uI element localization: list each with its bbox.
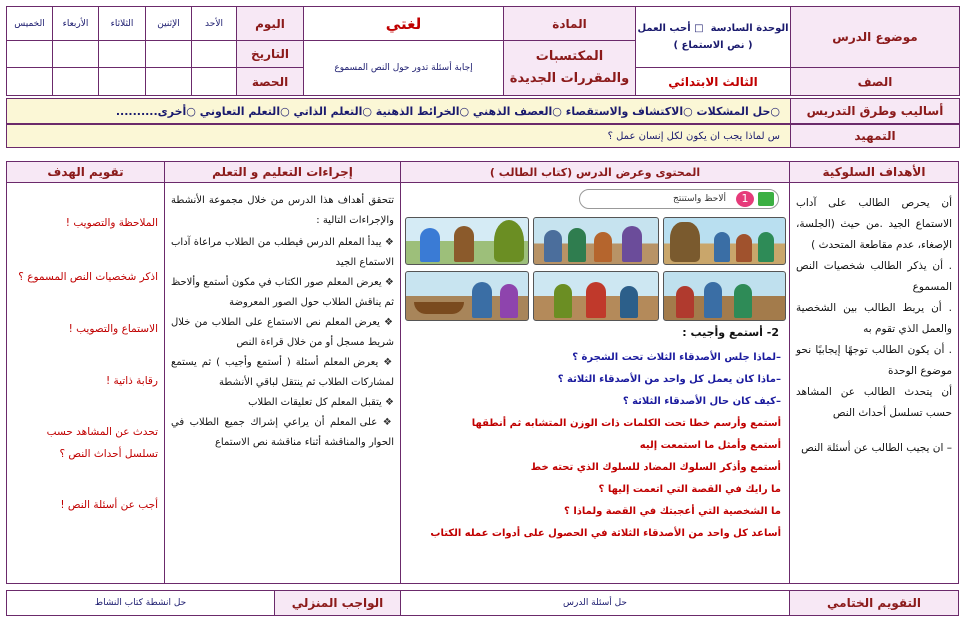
- date-cell-wed: [52, 40, 99, 68]
- class-cell-sun: [191, 67, 237, 96]
- objective-item: . أن يربط الطالب بين الشخصية والعمل الذي تقوم به: [796, 302, 952, 335]
- question-item: أستمع وأذكر السلوك المضاد للسلوك الذي تحته خط: [530, 462, 781, 473]
- evaluation-item: رقابة ذاتية !: [105, 375, 158, 387]
- homework-label: [274, 590, 401, 616]
- figure-shape: [734, 284, 752, 318]
- day-label: [236, 6, 304, 41]
- procedure-text: يتقبل المعلم كل تعليقات الطلاب: [248, 397, 382, 408]
- methods-label: [790, 98, 960, 124]
- class-cell-mon: [145, 67, 192, 96]
- story-picture-4: [663, 271, 786, 321]
- topic-label: [790, 6, 960, 68]
- day-sun: [191, 6, 237, 41]
- intro-value-text: س لماذا يجب ان يكون لكل إنسان عمل ؟: [607, 130, 780, 142]
- procedure-item: [171, 273, 394, 313]
- lesson-description: [303, 40, 504, 96]
- methods-value: [6, 98, 791, 124]
- story-picture-3: [405, 217, 529, 265]
- subject-value: [303, 6, 504, 41]
- methods-label-text: أساليب وطرق التدريس: [806, 104, 944, 118]
- day-mon: [145, 6, 192, 41]
- evaluation-item: اذكر شخصيات النص المسموع ؟: [18, 271, 158, 283]
- figure-shape: [622, 226, 642, 262]
- day-label-text: اليوم: [255, 16, 285, 31]
- diamond-bullet-icon: ❖: [381, 237, 394, 248]
- procedure-item: [171, 353, 394, 393]
- content-questions: [409, 347, 781, 545]
- procedure-text: يعرض المعلم أسئلة ( أستمع وأجيب ) ثم يستمع لمشاركات الطلاب ثم ينتقل لباقي الأنشطة: [171, 357, 394, 388]
- question-item: أستمع وأرسم خطا تحت الكلمات ذات الوزن المتشابه ثم أنطقها: [471, 418, 781, 429]
- final-eval-value-text: حل أسئلة الدرس: [563, 598, 627, 608]
- lesson-description-text: إجابة أسئلة تدور حول النص المسموع: [334, 63, 473, 73]
- grade-value: [635, 67, 791, 96]
- figure-shape: [594, 232, 612, 262]
- homework-value-text: حل انشطة كتاب النشاط: [94, 598, 187, 608]
- procedures-column: [164, 182, 401, 584]
- question-item: ما رايك في القصة التي اتعمت إليها ؟: [598, 484, 781, 495]
- day-thu-text: الخميس: [14, 18, 45, 29]
- col-evaluation-header: [6, 161, 165, 183]
- question-item: –كيف كان حال الأصدقاء الثلاثة ؟: [622, 396, 781, 407]
- diamond-bullet-icon: ❖: [378, 357, 394, 368]
- class-cell-tue: [98, 67, 146, 96]
- date-label: [236, 40, 304, 68]
- story-picture-5: [533, 271, 659, 321]
- activity-badge: [579, 189, 779, 209]
- story-picture-6: [405, 271, 529, 321]
- procedure-item: [171, 413, 394, 453]
- diamond-bullet-icon: ❖: [381, 397, 394, 408]
- procedure-item: [171, 393, 394, 413]
- unit-title-line: الوحدة السادسة □ أحب العمل: [637, 23, 789, 34]
- question-item: أساعد كل واحد من الأصدقاء الثلاثة في الحصول على أدوات عمله الكتاب: [430, 528, 781, 539]
- methods-value-text: ○حل المشكلات ○الاكتشاف والاستقصاء ○العصف الذهني ○الخرائط الذهنية ○التعلم الذاتي ○التعلم التعاوني ○أخرى..........: [115, 104, 780, 118]
- objective-item: أن يتحدث الطالب عن المشاهد حسب تسلسل أحداث النص: [796, 386, 952, 419]
- figure-shape: [620, 286, 638, 318]
- subject-label-text: المادة: [552, 16, 587, 31]
- day-sun-text: الأحد: [205, 18, 223, 29]
- procedure-text: يبدأ المعلم الدرس فيطلب من الطلاب مراعاة آداب الاستماع الجيد: [171, 237, 394, 268]
- class-label: [236, 67, 304, 96]
- class-cell-thu: [6, 67, 53, 96]
- listen-heading: 2- أستمع وأجيب :: [682, 326, 779, 339]
- procedure-text: على المعلم أن يراعي إشراك جميع الطلاب في الحوار والمناقشة أثناء مناقشة نص الاستماع: [171, 417, 394, 448]
- grade-value-text: الثالث الابتدائي: [668, 74, 758, 89]
- figure-shape: [568, 228, 586, 262]
- topic-label-text: موضوع الدرس: [832, 30, 918, 44]
- procedures-intro: تتحقق أهداف هذا الدرس من خلال مجموعة الأنشطة والإجراءات التالية :: [171, 195, 394, 226]
- diamond-bullet-icon: ❖: [379, 317, 394, 328]
- day-wed: [52, 6, 99, 41]
- final-eval-label-text: التقويم الختامي: [827, 596, 922, 610]
- evaluation-item: الاستماع والتصويب !: [68, 323, 158, 335]
- figure-shape: [586, 282, 606, 318]
- badge-text: ألاحظ واستنتج: [673, 194, 726, 204]
- intro-label-text: التمهيد: [854, 129, 896, 143]
- tree-shape: [670, 222, 700, 262]
- date-cell-mon: [145, 40, 192, 68]
- evaluation-item: الملاحظة والتصويب !: [65, 217, 158, 229]
- col-procedures-text: إجراءات التعليم و التعلم: [212, 165, 353, 179]
- day-tue-text: الثلاثاء: [110, 18, 134, 29]
- evaluation-item: أجب عن أسئلة النص !: [60, 499, 158, 511]
- figure-shape: [472, 282, 492, 318]
- figure-shape: [500, 284, 518, 318]
- procedure-text: يعرض المعلم صور الكتاب في مكون أستمع وألاحظ ثم يناقش الطلاب حول الصور المعروضة: [171, 277, 394, 308]
- homework-value: [6, 590, 275, 616]
- objective-item: – ان يجيب الطالب عن أسئلة النص: [801, 442, 952, 454]
- figure-shape: [554, 284, 572, 318]
- objectives-column: [789, 182, 959, 584]
- unit-sub: ( نص الاستماع ): [673, 40, 753, 51]
- cube-icon: [758, 192, 774, 206]
- procedure-item: [171, 233, 394, 273]
- day-thu: [6, 6, 53, 41]
- grade-label: [790, 67, 960, 96]
- prior-knowledge-text: المكتسبات والمقررات الجديدة: [509, 49, 630, 86]
- diamond-bullet-icon: ❖: [381, 277, 394, 288]
- evaluation-item: تحدث عن المشاهد حسب تسلسل أحداث النص ؟: [46, 426, 158, 460]
- question-item: ما الشخصية التي أعجبتك في القصة ولماذا ؟: [564, 506, 781, 517]
- day-wed-text: الأربعاء: [62, 18, 89, 29]
- col-content-header: [400, 161, 790, 183]
- figure-shape: [758, 232, 774, 262]
- unit-title-cell: [635, 6, 791, 68]
- date-cell-sun: [191, 40, 237, 68]
- question-item: –لماذا جلس الأصدقاء الثلاث تحت الشجرة ؟: [572, 352, 781, 363]
- figure-shape: [704, 282, 722, 318]
- intro-value: [6, 124, 791, 148]
- col-evaluation-text: تقويم الهدف: [47, 165, 124, 179]
- procedure-text: يعرض المعلم نص الاستماع على الطلاب من خلال شريط مسجل أو من خلال قراءة النص: [171, 317, 394, 348]
- prior-knowledge-label: [503, 40, 636, 96]
- unit-name: أحب العمل: [637, 23, 691, 34]
- diamond-bullet-icon: ❖: [377, 417, 394, 428]
- col-objectives-text: الأهداف السلوكية: [822, 165, 926, 179]
- evaluation-column: [6, 182, 165, 584]
- date-label-text: التاريخ: [250, 47, 290, 61]
- day-mon-text: الإثنين: [157, 18, 180, 29]
- subject-value-text: لغتي: [385, 14, 422, 33]
- badge-number: 1: [736, 191, 754, 207]
- figure-shape: [544, 230, 562, 262]
- class-label-text: الحصة: [251, 74, 289, 89]
- figure-shape: [454, 226, 474, 262]
- story-picture-2: [533, 217, 659, 265]
- homework-label-text: الواجب المنزلي: [291, 596, 384, 610]
- date-cell-thu: [6, 40, 53, 68]
- objective-item: أن يحرص الطالب على آداب الاستماع الجيد .من حيث (الجلسة، الإصغاء، عدم مقاطعة المتحدث ): [796, 197, 952, 251]
- story-picture-1: [663, 217, 786, 265]
- subject-label: [503, 6, 636, 41]
- figure-shape: [676, 286, 694, 318]
- col-content-text: المحتوى وعرض الدرس (كتاب الطالب ): [489, 165, 701, 179]
- final-eval-label: [789, 590, 959, 616]
- objective-item: . أن يكون الطالب توجهًا إيجابيًا نحو موضوع الوحدة: [796, 344, 952, 377]
- figure-shape: [714, 232, 730, 262]
- intro-label: [790, 124, 960, 148]
- class-cell-wed: [52, 67, 99, 96]
- content-column: [400, 182, 790, 584]
- date-cell-tue: [98, 40, 146, 68]
- question-item: أستمع وأمثل ما استمعت إليه: [639, 440, 781, 451]
- final-eval-value: [400, 590, 790, 616]
- figure-shape: [420, 228, 440, 262]
- figure-shape: [736, 234, 752, 262]
- col-procedures-header: [164, 161, 401, 183]
- unit-title: الوحدة السادسة: [710, 23, 789, 34]
- boat-shape: [414, 302, 464, 314]
- grade-label-text: الصف: [857, 74, 893, 89]
- question-item: –ماذا كان يعمل كل واحد من الأصدقاء الثلاثة ؟: [557, 374, 781, 385]
- procedure-item: [171, 313, 394, 353]
- tree-shape: [494, 220, 524, 262]
- objective-item: . أن يذكر الطالب شخصيات النص المسموع: [796, 260, 952, 293]
- col-objectives-header: [789, 161, 959, 183]
- day-tue: [98, 6, 146, 41]
